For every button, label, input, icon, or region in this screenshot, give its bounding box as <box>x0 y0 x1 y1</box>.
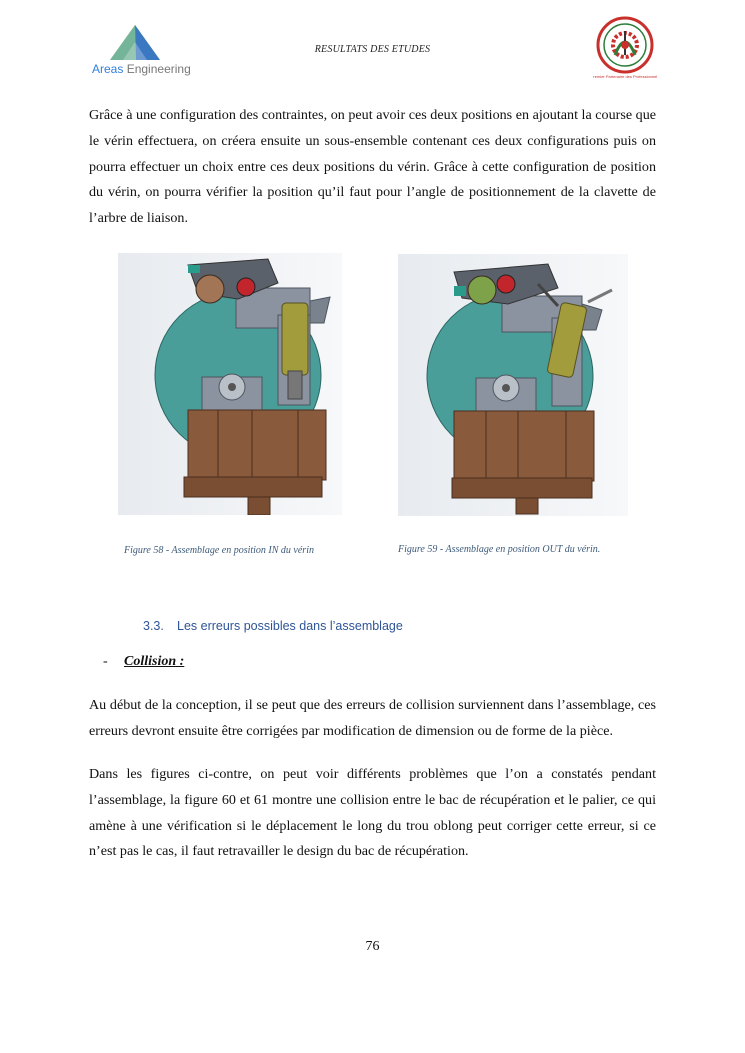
section-number: 3.3. <box>143 619 164 633</box>
figure-59-caption: Figure 59 - Assemblage en position OUT du vérin. <box>398 544 601 555</box>
bullet-collision <box>103 654 184 670</box>
paragraph-collision-figures: Dans les figures ci-contre, on peut voir différents problèmes que l’on a constatés pendant l’assemblage, la figure 60 et 61 montre une collision entre le bac de récupération et le palier, ce qui amène à une vérification si le déplacement le long du trou oblong peut corriger cette erreur, si ce n’est pas le cas, il faut retravailler le design du bac de récupération. <box>89 766 656 860</box>
section-heading <box>143 619 403 633</box>
svg-text:Premier Partenaire des Profess: Premier Partenaire des Professionnels <box>593 74 657 79</box>
school-seal-logo <box>593 15 657 81</box>
section-title: Les erreurs possibles dans l’assemblage <box>177 619 403 633</box>
paragraph-configuration: Grâce à une configuration des contraintes, on peut avoir ces deux positions en ajoutant la course que le vérin effectuera, on créera ensuite un sous-ensemble contenant ces deux configurations puis on pourra effectuer un choix entre ces deux positions du vérin. Grâce à cette configuration de position du vérin, on pourra vérifier la position qu’il faut pour l’angle de positionnement de la clavette de l’arbre de liaison. <box>89 107 656 227</box>
seal-icon <box>593 15 657 81</box>
page-header-title: RESULTATS DES ETUDES <box>314 44 431 55</box>
figure-58-image <box>118 253 342 515</box>
figure-59-image <box>398 254 628 516</box>
page-number: 76 <box>365 939 380 954</box>
figure-58-caption: Figure 58 - Assemblage en position IN du vérin <box>124 545 314 556</box>
bullet-dash: - <box>103 654 108 669</box>
bullet-label: Collision : <box>124 654 185 669</box>
triangle-logo-icon <box>106 24 164 62</box>
paragraph-collision-intro: Au début de la conception, il se peut que des erreurs de collision surviennent dans l’assemblage, ces erreurs devront ensuite être corrigées par modification de dimension ou de forme de la pièce. <box>89 697 656 739</box>
logo-wordmark: Areas Engineering <box>92 62 191 76</box>
